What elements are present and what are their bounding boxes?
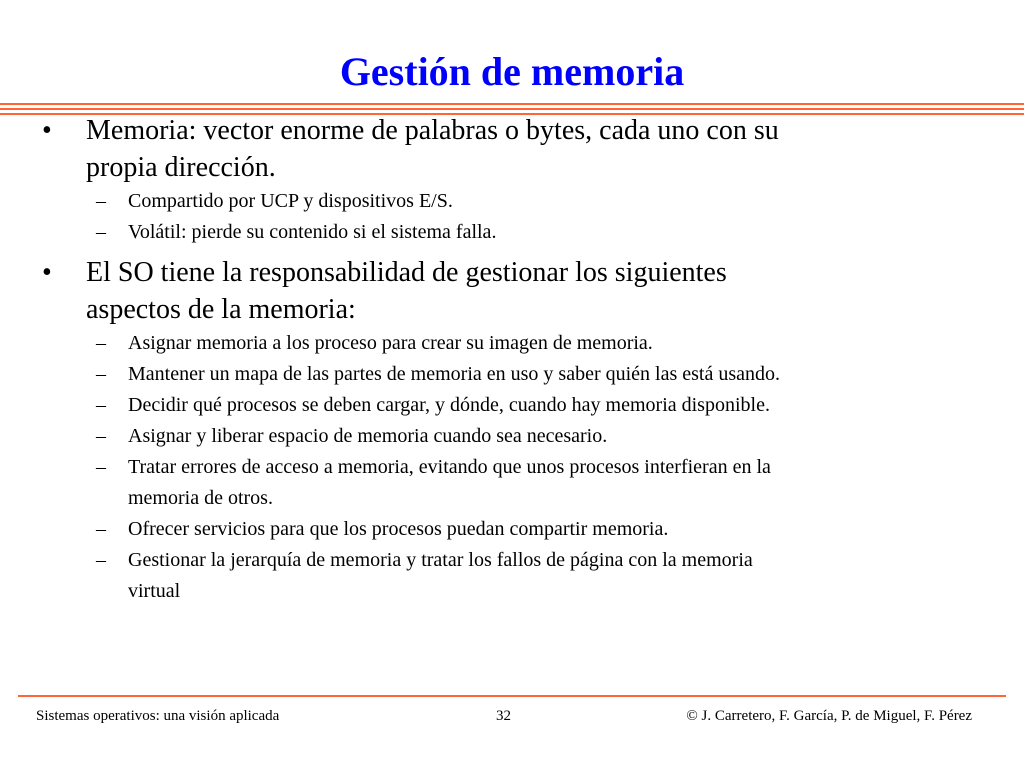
dash-marker: –	[96, 549, 106, 571]
bullet-line: propia dirección.	[86, 152, 276, 183]
sub-item-line: Volátil: pierde su contenido si el sistema falla.	[128, 221, 497, 243]
sub-item	[0, 514, 1024, 545]
sub-item	[0, 452, 1024, 514]
footer-page-number: 32	[496, 708, 511, 724]
dash-marker: –	[96, 425, 106, 447]
sub-item	[0, 217, 1024, 248]
dash-marker: –	[96, 221, 106, 243]
sub-item-line: Compartido por UCP y dispositivos E/S.	[128, 190, 453, 212]
sub-item-line: Asignar memoria a los proceso para crear su imagen de memoria.	[128, 332, 653, 354]
footer-rule	[18, 695, 1006, 697]
sub-item	[0, 390, 1024, 421]
sub-item-line: memoria de otros.	[128, 487, 273, 509]
sub-item-line: Gestionar la jerarquía de memoria y tratar los fallos de página con la memoria	[128, 549, 753, 571]
bullet-marker: •	[42, 115, 52, 146]
dash-marker: –	[96, 456, 106, 478]
footer-book-title: Sistemas operativos: una visión aplicada	[36, 708, 280, 724]
sub-item-line: Mantener un mapa de las partes de memoria en uso y saber quién las está usando.	[128, 363, 781, 385]
footer-copyright: © J. Carretero, F. García, P. de Miguel, F. Pérez	[686, 708, 972, 724]
title-rule-top	[0, 103, 1024, 105]
dash-marker: –	[96, 518, 106, 540]
bullet-line: aspectos de la memoria:	[86, 294, 356, 325]
sub-item-line: Tratar errores de acceso a memoria, evitando que unos procesos interfieran en la	[128, 456, 771, 478]
sub-item-line: Asignar y liberar espacio de memoria cuando sea necesario.	[128, 425, 608, 447]
dash-marker: –	[96, 190, 106, 212]
sub-item-line: virtual	[128, 580, 181, 602]
bullet-line: Memoria: vector enorme de palabras o bytes, cada uno con su	[86, 115, 779, 146]
sub-item	[0, 545, 1024, 607]
sub-item	[0, 328, 1024, 359]
sub-item	[0, 359, 1024, 390]
bullet-marker: •	[42, 257, 52, 288]
bullet-line: El SO tiene la responsabilidad de gestionar los siguientes	[86, 257, 727, 288]
dash-marker: –	[96, 394, 106, 416]
slide-content	[0, 112, 1024, 607]
bullet-item	[0, 112, 1024, 186]
sub-item-line: Decidir qué procesos se deben cargar, y dónde, cuando hay memoria disponible.	[128, 394, 770, 416]
sub-item-line: Ofrecer servicios para que los procesos puedan compartir memoria.	[128, 518, 669, 540]
sub-item	[0, 186, 1024, 217]
dash-marker: –	[96, 363, 106, 385]
dash-marker: –	[96, 332, 106, 354]
sub-item	[0, 421, 1024, 452]
bullet-item	[0, 254, 1024, 328]
title-rule-middle	[0, 108, 1024, 110]
slide-title: Gestión de memoria	[339, 49, 685, 94]
